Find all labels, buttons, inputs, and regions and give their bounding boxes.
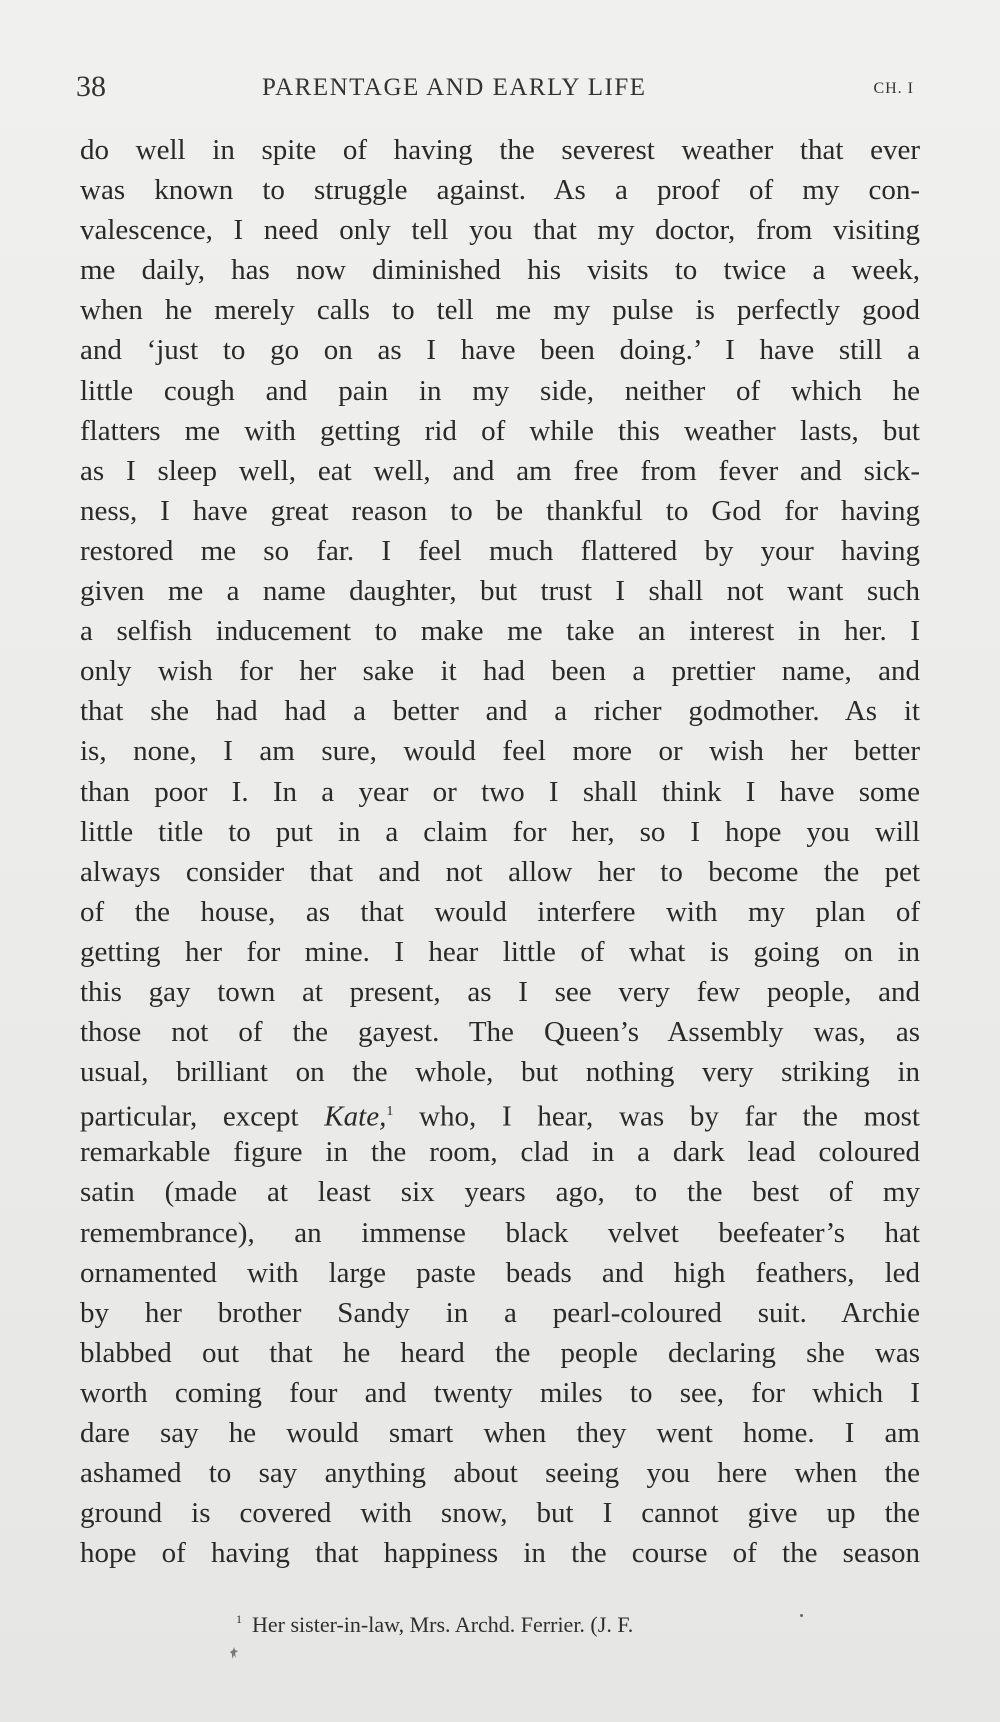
text-line: remembrance), an immense black velvet beefeater’s hat	[80, 1216, 920, 1249]
text-line: when he merely calls to tell me my pulse is perfectly good	[80, 294, 920, 327]
text-line: those not of the gayest. The Queen’s Assembly was, as	[80, 1016, 920, 1049]
page-number: 38	[76, 70, 106, 103]
text-line: me daily, has now diminished his visits to twice a week,	[80, 254, 920, 287]
text-line: getting her for mine. I hear little of what is going on in	[80, 935, 920, 968]
text-fragment: particular, except	[80, 1100, 325, 1133]
text-line: blabbed out that he heard the people declaring she was	[80, 1336, 920, 1369]
text-line-with-footnote-ref	[80, 1092, 920, 1132]
text-line: remarkable figure in the room, clad in a dark lead coloured	[80, 1136, 920, 1169]
running-head: PARENTAGE AND EARLY LIFE	[262, 74, 647, 101]
text-line: worth coming four and twenty miles to see, for which I	[80, 1376, 920, 1409]
text-line: ness, I have great reason to be thankful to God for having	[80, 494, 920, 527]
text-line: flatters me with getting rid of while this weather lasts, but	[80, 414, 920, 447]
ink-dot	[800, 1614, 803, 1617]
text-line: given me a name daughter, but trust I shall not want such	[80, 575, 920, 608]
text-line: hope of having that happiness in the course of the season	[80, 1537, 920, 1570]
footnote-text: Her sister-in-law, Mrs. Archd. Ferrier. (J. F.	[252, 1612, 634, 1637]
text-line: little title to put in a claim for her, so I hope you will	[80, 815, 920, 848]
italic-name: Kate,	[324, 1100, 387, 1133]
text-line: usual, brilliant on the whole, but nothing very striking in	[80, 1056, 920, 1089]
text-line: satin (made at least six years ago, to the best of my	[80, 1176, 920, 1209]
text-line: of the house, as that would interfere with my plan of	[80, 895, 920, 928]
text-line: is, none, I am sure, would feel more or wish her better	[80, 735, 920, 768]
text-line: little cough and pain in my side, neither of which he	[80, 374, 920, 407]
text-line: ashamed to say anything about seeing you here when the	[80, 1457, 920, 1490]
footnote-reference: 1	[386, 1104, 394, 1120]
text-line: a selfish inducement to make me take an interest in her. I	[80, 615, 920, 648]
text-line: dare say he would smart when they went home. I am	[80, 1417, 920, 1449]
text-line: by her brother Sandy in a pearl-coloured suit. Archie	[80, 1296, 920, 1329]
footnote	[236, 1612, 633, 1638]
text-line: do well in spite of having the severest weather that ever	[80, 134, 920, 166]
text-line: than poor I. In a year or two I shall think I have some	[80, 775, 920, 808]
chapter-mark: CH. I	[873, 80, 914, 97]
text-line: only wish for her sake it had been a prettier name, and	[80, 655, 920, 688]
footnote-marker: 1	[236, 1612, 242, 1626]
text-line: ornamented with large paste beads and high feathers, led	[80, 1256, 920, 1289]
text-line: that she had had a better and a richer godmother. As it	[80, 695, 920, 728]
body-text	[80, 130, 920, 1573]
text-line: and ‘just to go on as I have been doing.’ I have still a	[80, 334, 920, 367]
text-line: this gay town at present, as I see very few people, and	[80, 975, 920, 1008]
ink-speck-icon	[229, 1646, 239, 1660]
text-line: valescence, I need only tell you that my doctor, from visiting	[80, 214, 920, 247]
text-line: was known to struggle against. As a proof of my con-	[80, 174, 920, 207]
text-line: restored me so far. I feel much flattered by your having	[80, 534, 920, 567]
page-header	[76, 70, 914, 114]
text-line: always consider that and not allow her to become the pet	[80, 855, 920, 888]
text-fragment: who, I hear, was by far the most	[393, 1100, 920, 1133]
text-line: ground is covered with snow, but I cannot give up the	[80, 1497, 920, 1530]
text-line: as I sleep well, eat well, and am free from fever and sick-	[80, 454, 920, 487]
